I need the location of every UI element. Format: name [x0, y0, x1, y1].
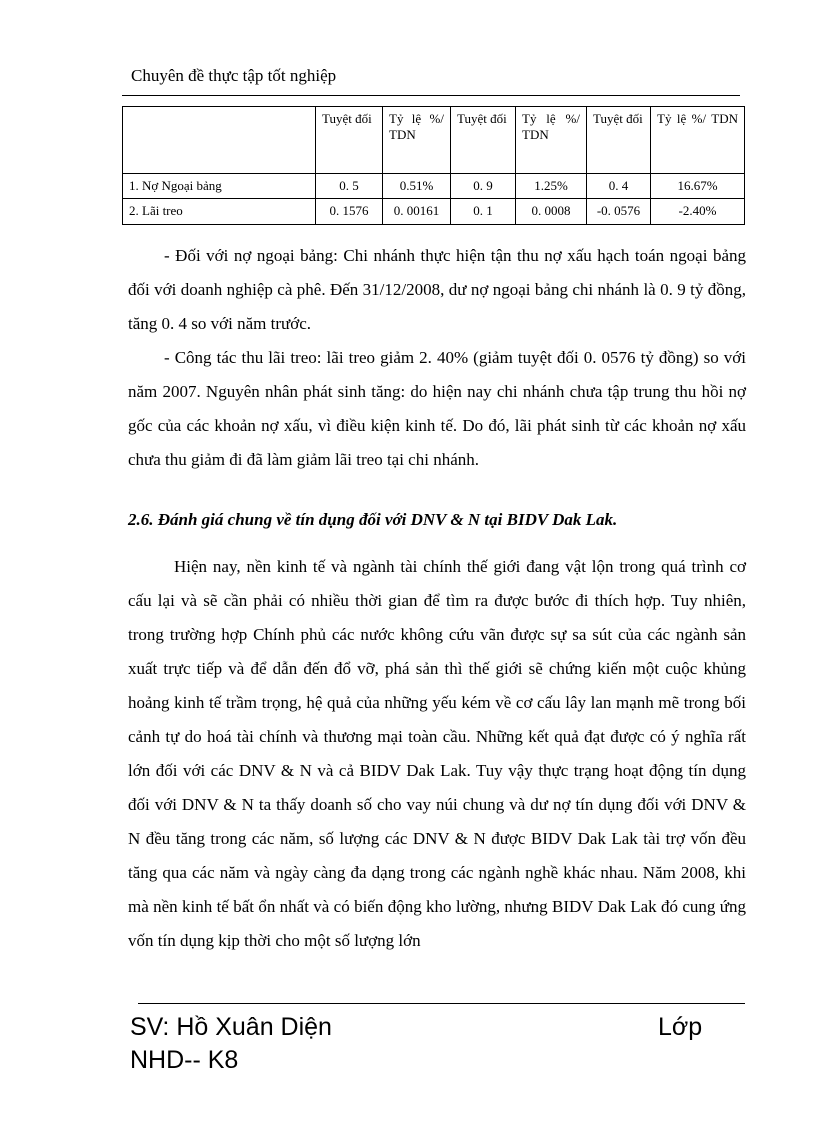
table-cell: 1.25%: [516, 174, 587, 199]
table-cell: 0. 5: [316, 174, 383, 199]
table-cell: 0. 1: [451, 199, 516, 224]
table-cell: 0. 00161: [383, 199, 451, 224]
table-header-cell: Tỷ lệ %/ TDN: [651, 107, 745, 174]
page-header-title: Chuyên đề thực tập tốt nghiệp: [131, 66, 337, 85]
paragraph-text: Hiện nay, nền kinh tế và ngành tài chính thế giới đang vật lộn trong quá trình cơ cấu lại và sẽ cần phải có nhiều thời gian để tìm ra được bước đi thích hợp. Tuy nhiên, trong trường hợp Chính phủ các nước không cứu vãn được sự sa sút của các ngành sản xuất trực tiếp và để dẫn đến đổ vỡ, phá sản thì thế giới sẽ chứng kiến một cuộc khủng hoảng kinh tế trầm trọng, hệ quả của những yếu kém về cơ cấu lây lan mạnh mẽ trong bối cảnh tự do hoá tài chính và thương mại toàn cầu. Những kết quả đạt được có ý nghĩa rất lớn đối với các DNV & N và cả BIDV Dak Lak. Tuy vậy thực trạng hoạt động tín dụng đối với DNV & N ta thấy doanh số cho vay núi chung và dư nợ tín dụng đối với DNV & N đều tăng trong các năm, số lượng các DNV & N được BIDV Dak Lak tài trợ vốn đều tăng qua các năm và ngày càng đa dạng trong các ngành nghề khác nhau. Năm 2008, khi mà nền kinh tế bất ổn nhất và có biến động kho lường, nhưng BIDV Dak Lak đó cung ứng vốn tín dụng kịp thời cho một số lượng lớn: [128, 557, 746, 950]
table-cell: 0. 9: [451, 174, 516, 199]
table-header-cell: [123, 107, 316, 174]
student-name: SV: Hồ Xuân Diện: [130, 1013, 332, 1041]
paragraph-overview: [128, 550, 746, 958]
row-label: 2. Lãi treo: [123, 199, 316, 224]
table-cell: -2.40%: [651, 199, 745, 224]
table-cell: -0. 0576: [587, 199, 651, 224]
class-value: NHD-- K8: [130, 1046, 239, 1074]
footer-student: [130, 1011, 332, 1077]
table-header-row: [123, 107, 745, 174]
table-cell: 16.67%: [651, 174, 745, 199]
paragraph-off-balance-debt: [128, 239, 746, 341]
table-header-cell: Tuyệt đối: [587, 107, 651, 174]
paragraph-text: - Đối với nợ ngoại bảng: Chi nhánh thực hiện tận thu nợ xấu hạch toán ngoại bảng đối với doanh nghiệp cà phê. Đến 31/12/2008, dư nợ ngoại bảng chi nhánh là 0. 9 tỷ đồng, tăng 0. 4 so với năm trước.: [128, 246, 746, 333]
section-heading: 2.6. Đánh giá chung về tín dụng đối với DNV & N tại BIDV Dak Lak.: [128, 510, 618, 529]
debt-table: [122, 106, 745, 225]
table-cell: 0. 4: [587, 174, 651, 199]
table-header-cell: Tỷ lệ %/ TDN: [383, 107, 451, 174]
class-label: Lớp: [658, 1013, 703, 1041]
paragraph-suspended-interest: [128, 341, 746, 477]
row-label: 1. Nợ Ngoại bảng: [123, 174, 316, 199]
table-header-cell: Tuyệt đối: [316, 107, 383, 174]
paragraph-text: - Công tác thu lãi treo: lãi treo giảm 2. 40% (giảm tuyệt đối 0. 0576 tỷ đồng) so với năm 2007. Nguyên nhân phát sinh tăng: do hiện nay chi nhánh chưa tập trung thu hồi nợ gốc của các khoản nợ xấu, vì điều kiện kinh tế. Do đó, lãi phát sinh từ các khoản nợ xấu chưa thu giảm đi đã làm giảm lãi treo tại chi nhánh.: [128, 348, 746, 469]
table-cell: 0.51%: [383, 174, 451, 199]
table-row: [123, 174, 745, 199]
footer-divider: [138, 1003, 745, 1004]
table-row: [123, 199, 745, 224]
header-divider: [122, 95, 740, 96]
table-header-cell: Tuyệt đối: [451, 107, 516, 174]
table-cell: 0. 0008: [516, 199, 587, 224]
table-header-cell: Tỷ lệ %/ TDN: [516, 107, 587, 174]
table-cell: 0. 1576: [316, 199, 383, 224]
